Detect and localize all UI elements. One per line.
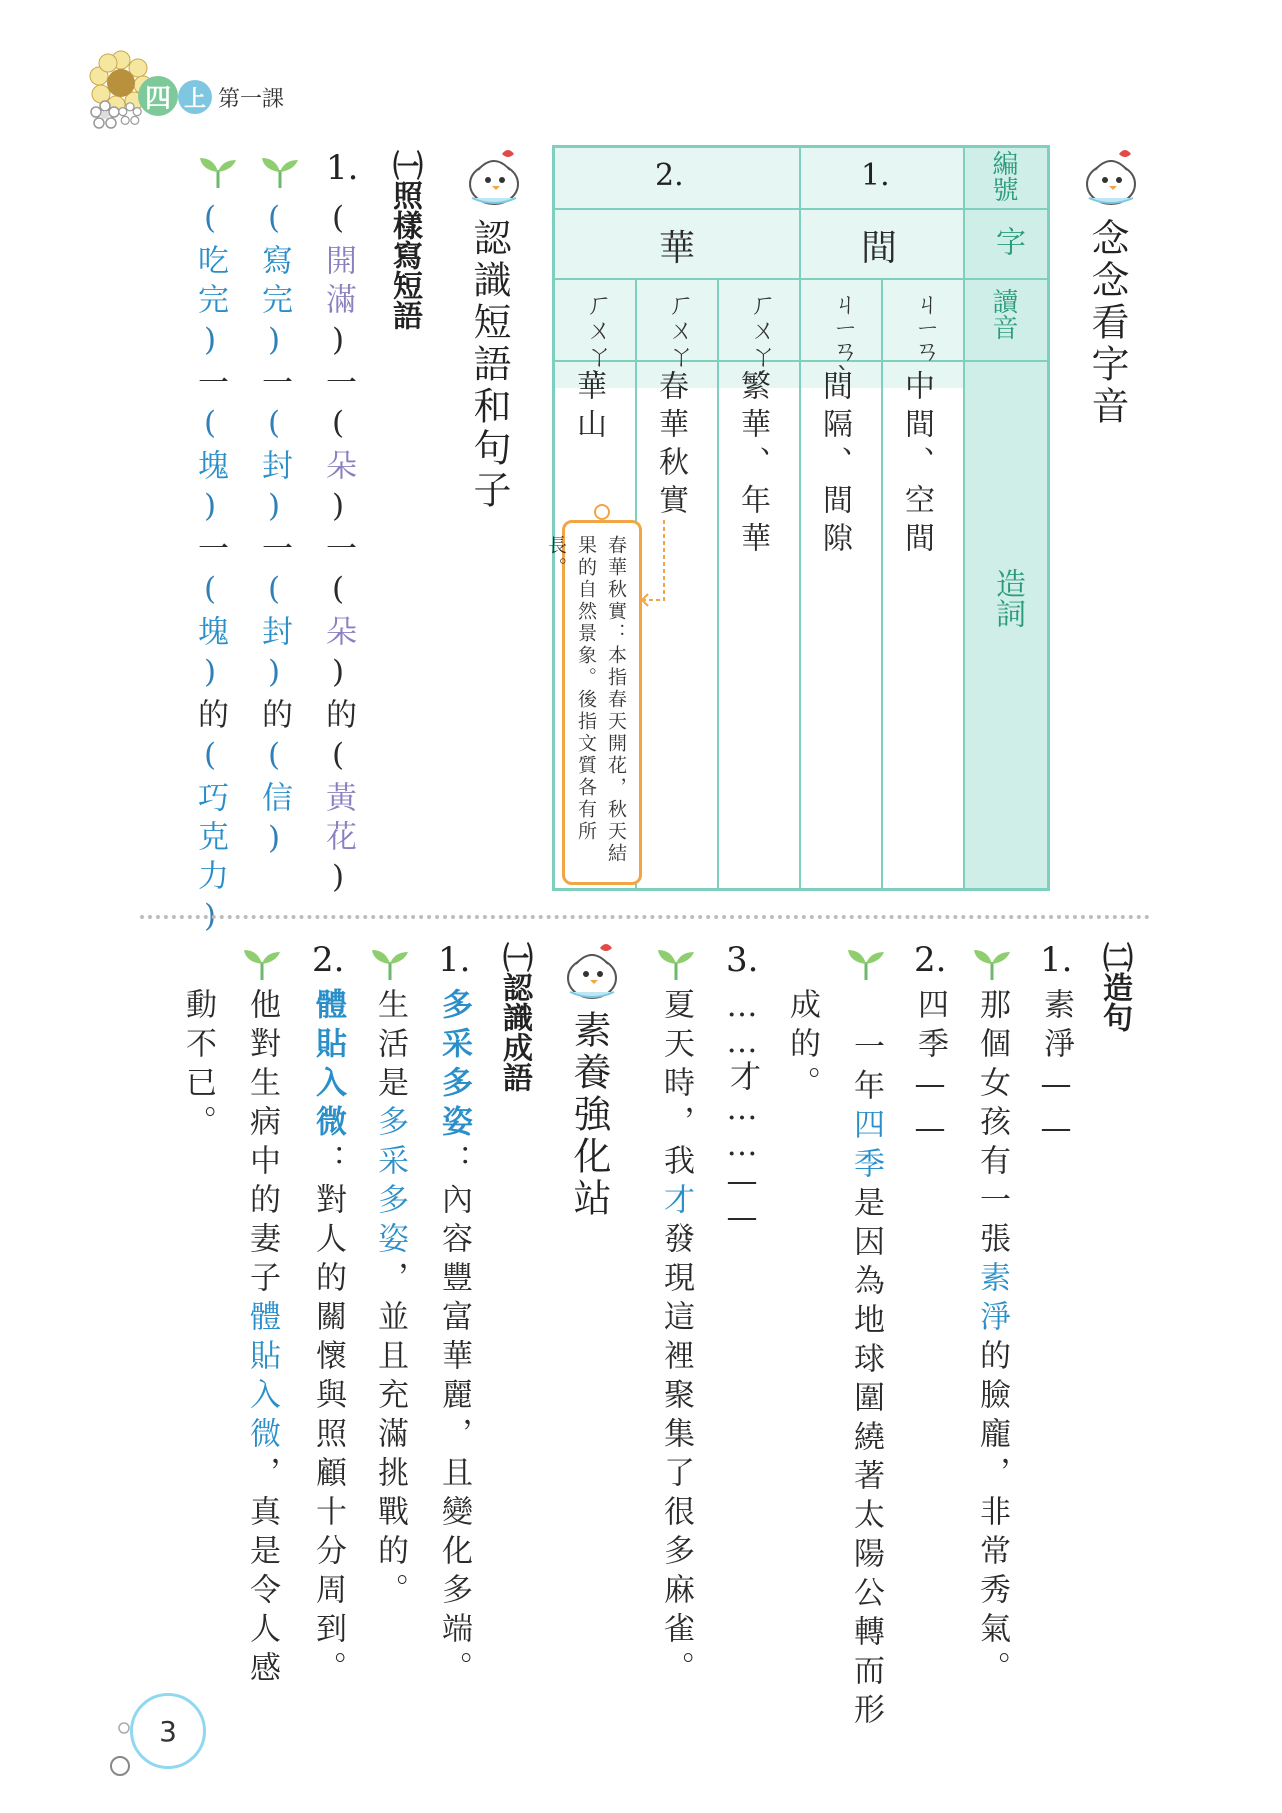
chicken-mascot-icon — [556, 934, 628, 1006]
col-reading-label: 讀音 — [988, 288, 1018, 340]
reading-zhuyin: ㄏㄨㄚˋ — [582, 290, 612, 398]
small-flower-icon — [118, 102, 142, 126]
part2-title: ㈡造句 — [1097, 942, 1132, 1032]
note-box — [545, 520, 642, 885]
phrase-line: (吃完)一(塊)一(塊)的(巧克力) — [192, 200, 228, 942]
reading-words: 中間、空間 — [899, 370, 934, 560]
item-number: 1. — [1040, 940, 1073, 980]
sprout-icon — [970, 946, 1014, 982]
sprout-icon — [844, 946, 888, 982]
sentence-continued: 成的。 — [784, 988, 820, 1105]
sentence: 那個女孩有一張素淨的臉龐，非常秀氣。 — [974, 988, 1010, 1690]
idiom-example: 他對生病中的妻子體貼入微，真是令人感 — [244, 988, 280, 1690]
reading-zhuyin: ㄐㄧㄢˋ — [828, 290, 858, 393]
reading-zhuyin: ㄐㄧㄢ — [910, 290, 940, 363]
sentence: 夏天時，我才發現這裡聚集了很多麻雀。 — [658, 988, 694, 1690]
page-number: 3 — [130, 1693, 206, 1769]
col-number-label: 編號 — [988, 150, 1018, 202]
reading-words: 間隔、間隙 — [817, 370, 852, 560]
note-text: 春華秋實：本指春天開花，秋天結果的自然景象。後指文質各有所長。 — [545, 535, 627, 865]
phrase-line: (開滿)一(朵)一(朵)的(黃花) — [320, 200, 356, 903]
sprout-icon — [368, 946, 412, 982]
small-flower-icon — [90, 100, 120, 130]
reading-words: 華山 — [571, 370, 606, 446]
reading-words: 春華秋實 — [653, 370, 688, 522]
item-number: 2. — [312, 940, 345, 980]
part1-title: ㈠照樣寫短語 — [387, 150, 422, 330]
col-char-label: 字 — [990, 226, 1025, 256]
phrases-title: 認識短語和句子 — [467, 218, 511, 512]
pronounce-title: 念念看字音 — [1080, 218, 1135, 428]
sprout-icon — [240, 946, 284, 982]
row-number: 1. — [861, 158, 890, 193]
sentence-label: 四季—— — [912, 988, 948, 1154]
idiom-example: 生活是多采多姿，並且充滿挑戰的。 — [372, 988, 408, 1612]
reading-zhuyin: ㄏㄨㄚ — [664, 290, 694, 368]
sentence-label: 素淨—— — [1038, 988, 1074, 1154]
sentence: 一年四季是因為地球圍繞著太陽公轉而形 — [848, 1030, 884, 1732]
idiom-definition: 體貼入微：對人的關懷與照顧十分周到。 — [310, 988, 346, 1690]
col-words-label: 造詞 — [990, 568, 1025, 628]
section-divider — [140, 915, 1150, 919]
arrow-pointer-icon — [640, 520, 670, 610]
sentence-label: ……才……—— — [724, 988, 760, 1235]
chicken-mascot-icon — [458, 140, 530, 212]
phrase-line: (寫完)一(封)一(封)的(信) — [256, 200, 292, 864]
row-char: 間 — [861, 228, 898, 269]
lesson-title: 第一課 — [218, 87, 285, 112]
pin-icon — [590, 500, 614, 524]
reading-zhuyin: ㄏㄨㄚˊ — [746, 290, 776, 398]
item-number: 1. — [438, 940, 471, 980]
row-char: 華 — [659, 228, 696, 269]
sprout-icon — [654, 946, 698, 982]
reading-words: 繁華、年華 — [735, 370, 770, 560]
sprout-icon — [196, 154, 240, 190]
idiom-part-title: ㈠認識成語 — [497, 942, 532, 1092]
chicken-mascot-icon — [1075, 140, 1147, 212]
item-number: 1. — [326, 148, 359, 188]
phrase-part: 開滿 — [320, 244, 356, 322]
literacy-title: 素養強化站 — [567, 1010, 611, 1220]
row-number: 2. — [655, 158, 684, 193]
item-number: 3. — [726, 940, 759, 980]
term-badge: 上 — [178, 80, 212, 114]
idiom-example-continued: 動不已。 — [180, 988, 216, 1144]
grade-badge: 四 — [138, 76, 178, 116]
idiom-definition: 多采多姿：內容豐富華麗，且變化多端。 — [436, 988, 472, 1690]
item-number: 2. — [914, 940, 947, 980]
sprout-icon — [258, 154, 302, 190]
